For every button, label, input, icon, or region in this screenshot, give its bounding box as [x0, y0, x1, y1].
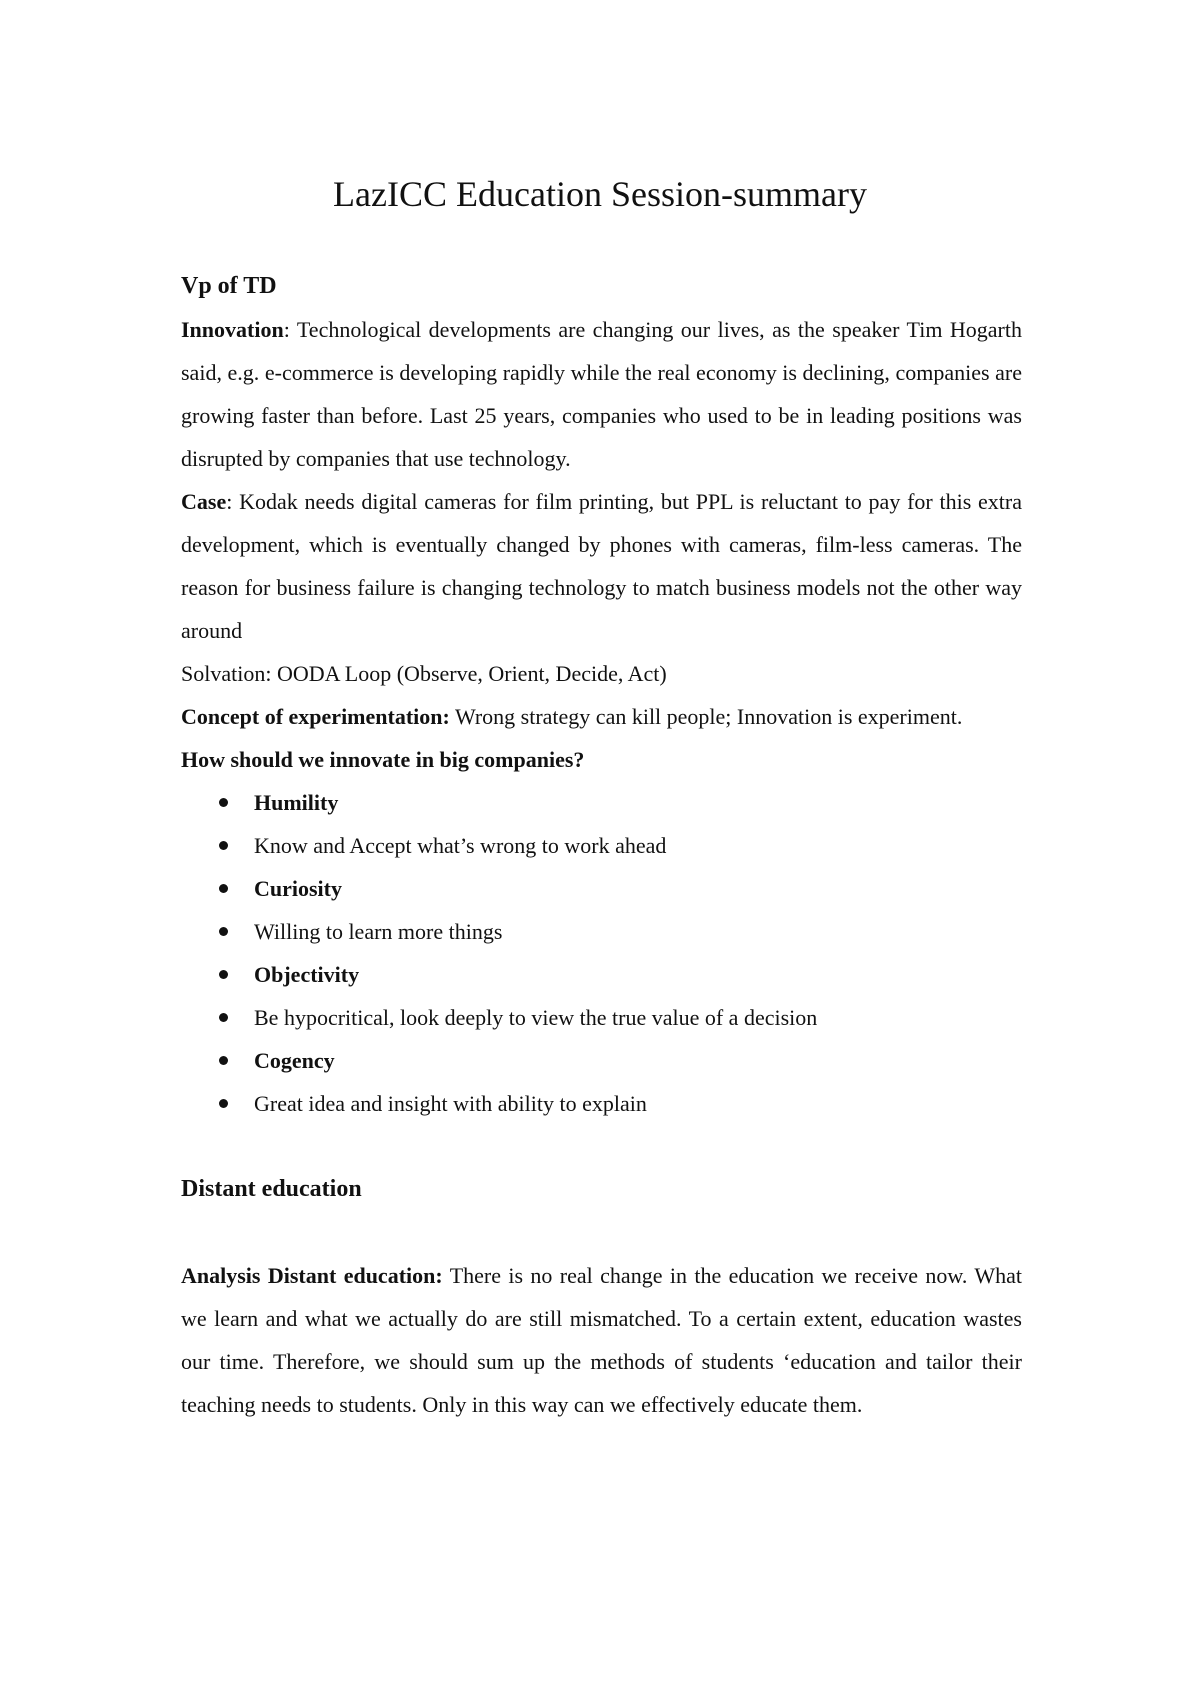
qualities-list: [181, 781, 1022, 1125]
list-item: [181, 1039, 1022, 1082]
case-text: : Kodak needs digital cameras for film printing, but PPL is reluctant to pay for this extra development, which is eventually changed by phones with cameras, film-less cameras. The reason for business failure is changing technology to match business models not the other way around: [181, 489, 1022, 643]
experimentation-text: Wrong strategy can kill people; Innovation is experiment.: [449, 704, 963, 729]
bullet-icon: [219, 1056, 228, 1065]
bullet-icon: [219, 970, 228, 979]
analysis-paragraph: [181, 1254, 1022, 1426]
innovate-question: [181, 738, 1022, 781]
analysis-text: There is no real change in the education we receive now. What we learn and what we actually do are still mismatched. To a certain extent, education wastes our time. Therefore, we should sum up the methods of students ‘education and tailor their teaching needs to students. Only in this way can we effectively educate them.: [181, 1263, 1023, 1417]
document-body: [181, 265, 1022, 1426]
list-item: [181, 953, 1022, 996]
case-paragraph: [181, 480, 1022, 652]
innovation-text: : Technological developments are changing our lives, as the speaker Tim Hogarth said, e.g. e-commerce is developing rapidly while the real economy is declining, companies are growing faster than before. Last 25 years, companies who used to be in leading positions was disrupted by companies that use technology.: [181, 317, 1022, 471]
section-heading-vp-of-td: Vp of TD: [181, 273, 277, 299]
bullet-icon: [219, 884, 228, 893]
bullet-icon: [219, 841, 228, 850]
experimentation-paragraph: [181, 695, 1022, 738]
analysis-label: Analysis Distant education:: [181, 1263, 443, 1288]
innovation-label: Innovation: [181, 317, 284, 342]
list-item: [181, 910, 1022, 953]
bullet-icon: [219, 1013, 228, 1022]
case-label: Case: [181, 489, 227, 514]
list-item-text: Know and Accept what’s wrong to work ahead: [254, 833, 667, 858]
innovation-paragraph: [181, 308, 1022, 480]
spacer: [181, 1125, 1022, 1168]
list-item-text: Humility: [254, 790, 339, 815]
document-title: LazICC Education Session-summary: [333, 174, 867, 214]
list-item-text: Objectivity: [254, 962, 360, 987]
bullet-icon: [219, 1099, 228, 1108]
list-item: [181, 996, 1022, 1039]
list-item-text: Be hypocritical, look deeply to view the true value of a decision: [254, 1005, 818, 1030]
list-item: [181, 824, 1022, 867]
solvation-paragraph: Solvation: OODA Loop (Observe, Orient, Decide, Act): [181, 661, 667, 686]
list-item: [181, 1082, 1022, 1125]
list-item-text: Willing to learn more things: [254, 919, 503, 944]
list-item-text: Curiosity: [254, 876, 342, 901]
list-item-text: Great idea and insight with ability to explain: [254, 1091, 647, 1116]
bullet-icon: [219, 798, 228, 807]
list-item: [181, 867, 1022, 910]
spacer: [181, 1211, 1022, 1254]
list-item: [181, 781, 1022, 824]
section-heading-distant-education: Distant education: [181, 1176, 362, 1202]
experimentation-label: Concept of experimentation:: [181, 704, 450, 729]
innovate-question-text: How should we innovate in big companies?: [181, 747, 585, 772]
list-item-text: Cogency: [254, 1048, 335, 1073]
bullet-icon: [219, 927, 228, 936]
